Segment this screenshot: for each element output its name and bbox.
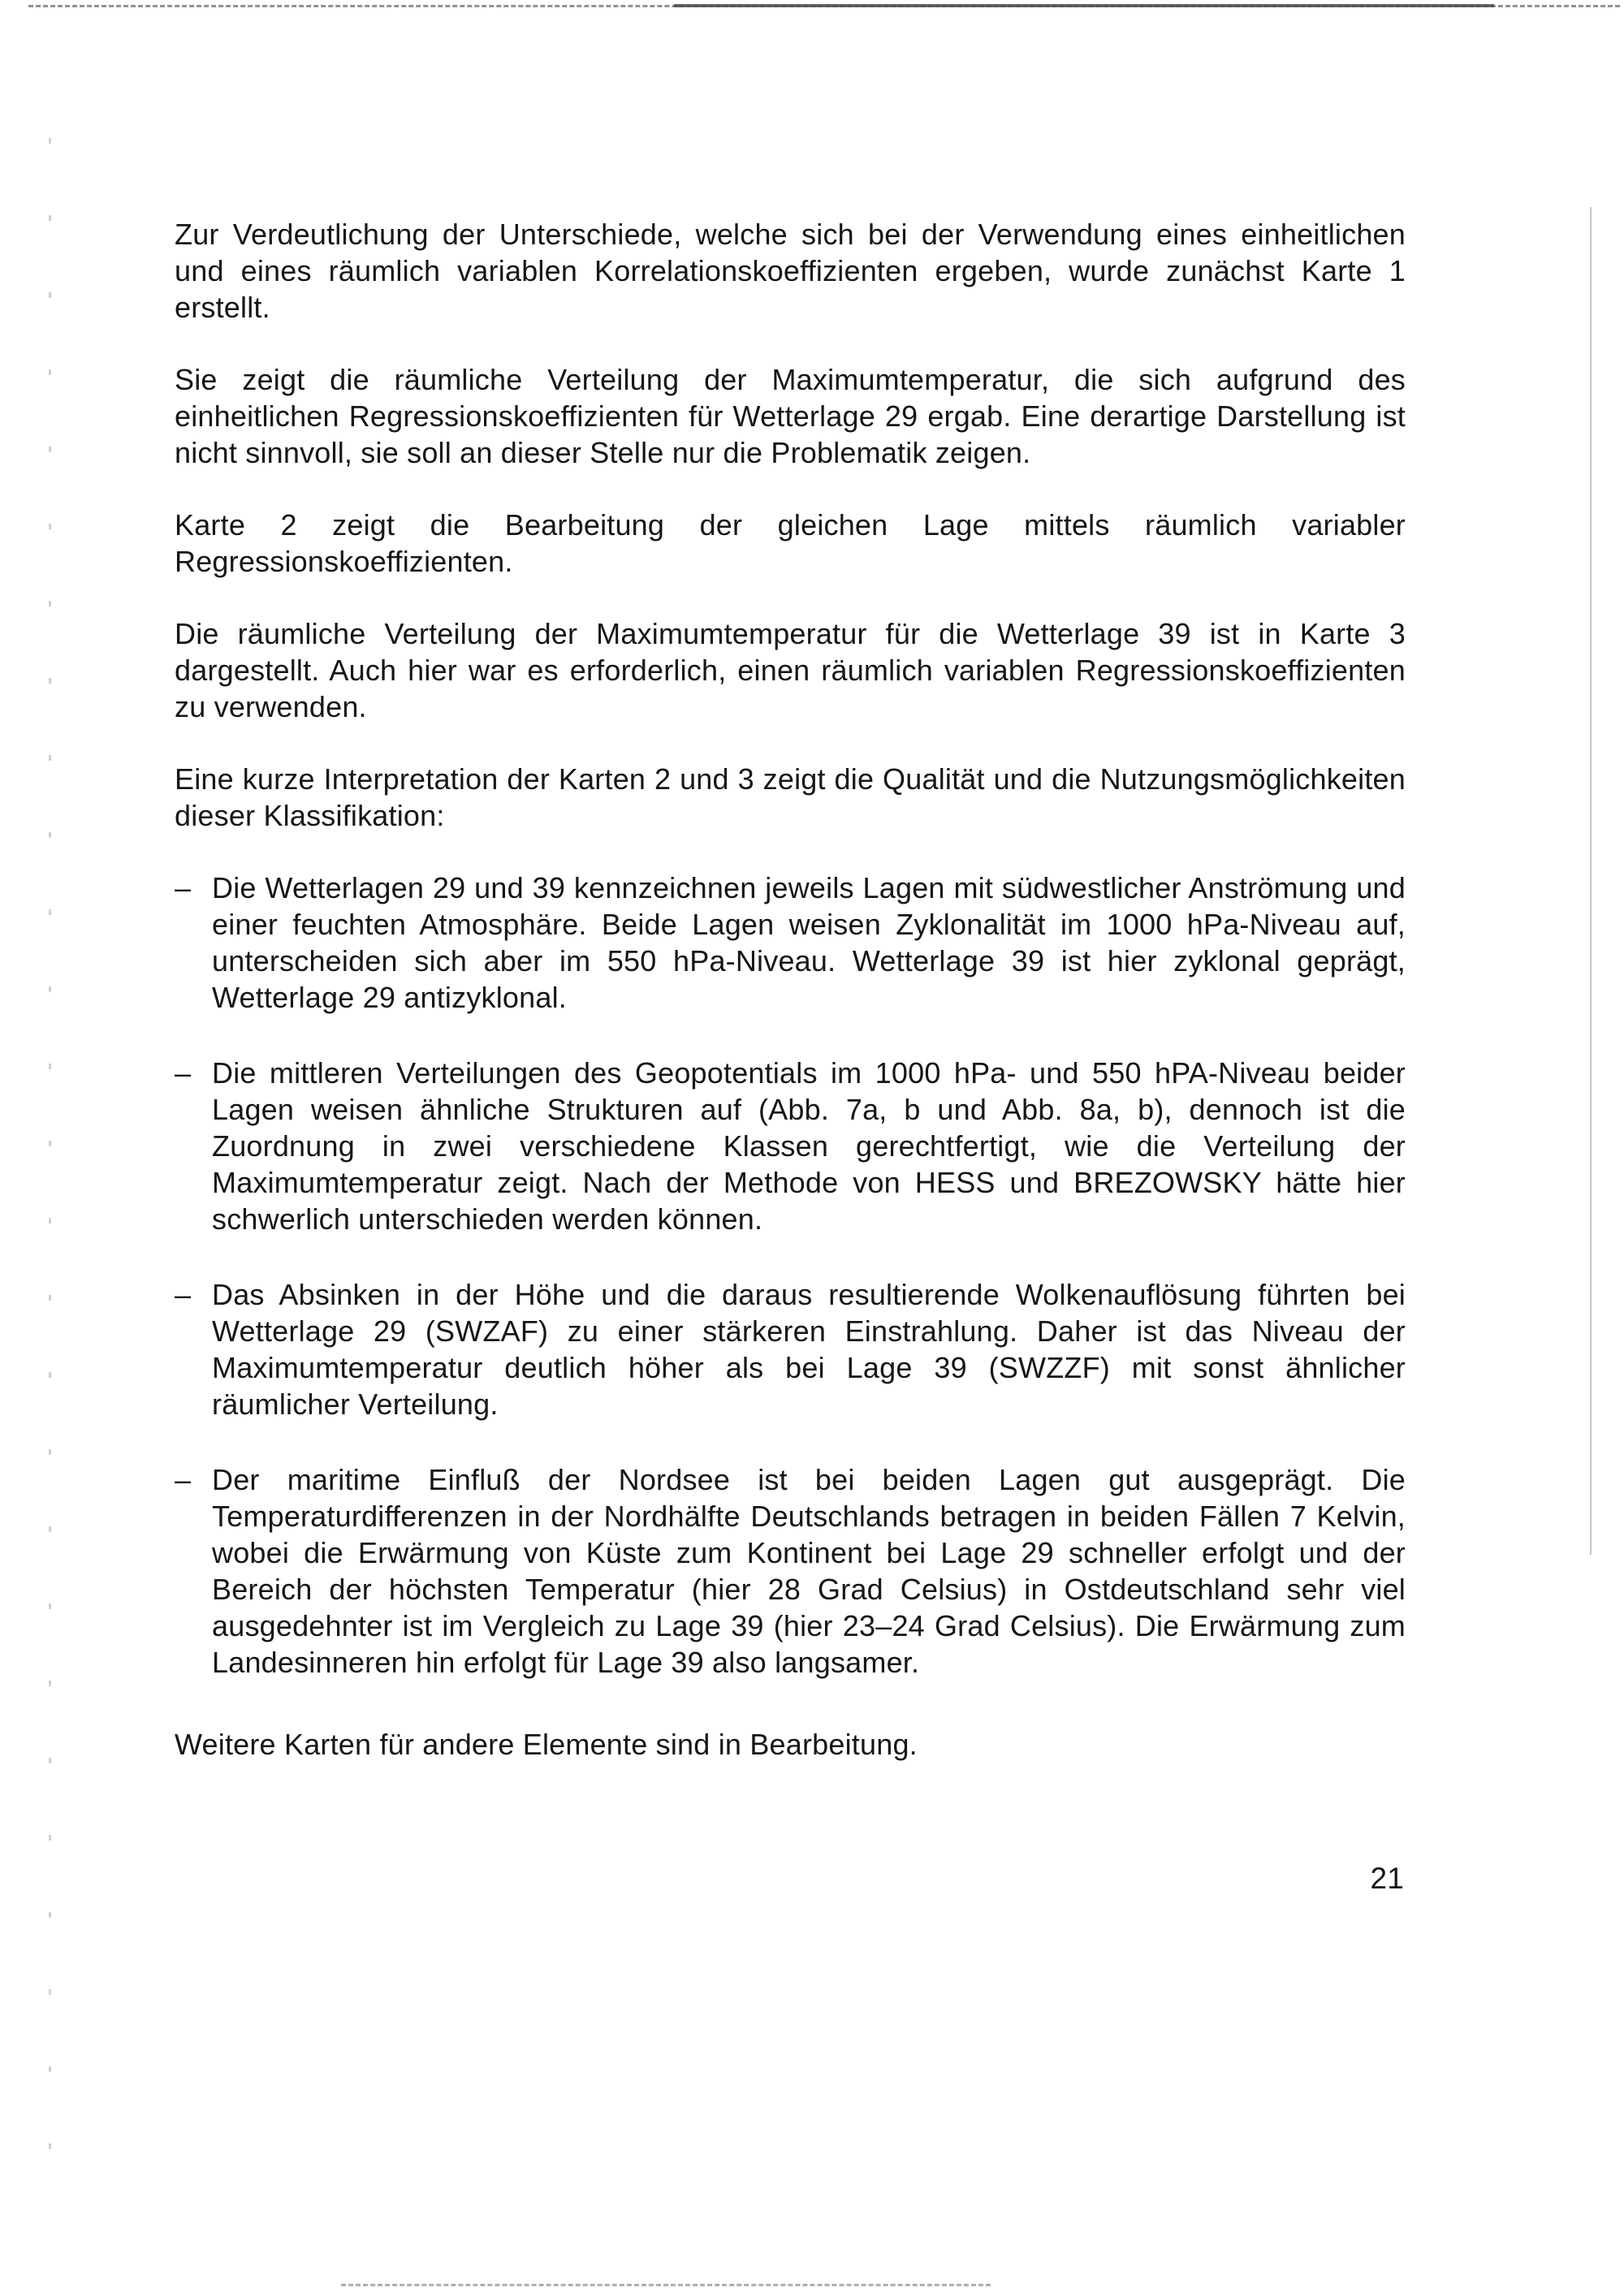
bullet-text: Die Wetterlagen 29 und 39 kennzeichnen jeweils Lagen mit südwestlicher Anströmung und einer feuchten Atmosphäre. Beide Lagen weisen Zyklonalität im 1000 hPa-Niveau auf, unterscheiden sich aber im 550 hPa-Niveau. Wetterlage 39 ist hier zyklonal geprägt, Wetterlage 29 antizyklonal. xyxy=(212,871,1406,1014)
list-item-4 xyxy=(175,1461,1406,1681)
closing-paragraph: Weitere Karten für andere Elemente sind in Bearbeitung. xyxy=(175,1728,918,1761)
scan-artifact-top-line xyxy=(674,4,1494,7)
bullet-text: Das Absinken in der Höhe und die daraus resultierende Wolkenauflösung führten bei Wetterlage 29 (SWZAF) zu einer stärkeren Einstrahlung. Daher ist das Niveau der Maximumtemperatur deutlich höher als bei Lage 39 (SWZZF) mit sonst ähnlicher räumlicher Verteilung. xyxy=(212,1278,1406,1421)
scan-artifact-right-edge-line xyxy=(1590,207,1592,1555)
scan-artifact-top-dashes xyxy=(28,5,1620,7)
paragraph-5-list-intro: Eine kurze Interpretation der Karten 2 und 3 zeigt die Qualität und die Nutzungsmöglichkeiten dieser Klassifikation: xyxy=(175,762,1406,832)
text-block xyxy=(175,216,1406,1897)
paragraph-4: Die räumliche Verteilung der Maximumtemperatur für die Wetterlage 39 ist in Karte 3 dargestellt. Auch hier war es erforderlich, einen räumlich variablen Regressionskoeffizienten zu verwenden. xyxy=(175,617,1406,723)
bullet-marker: – xyxy=(175,871,192,904)
paragraph-3: Karte 2 zeigt die Bearbeitung der gleichen Lage mittels räumlich variabler Regressionskoeffizienten. xyxy=(175,508,1406,578)
list-item-1 xyxy=(175,870,1406,1016)
list-item-2 xyxy=(175,1055,1406,1237)
bullet-marker: – xyxy=(175,1278,192,1311)
scan-artifact-bottom-dashes xyxy=(341,2284,991,2286)
paragraph-2: Sie zeigt die räumliche Verteilung der Maximumtemperatur, die sich aufgrund des einheitlichen Regressionskoeffizienten für Wetterlage 29 ergab. Eine derartige Darstellung ist nicht sinnvoll, sie soll an dieser Stelle nur die Problematik zeigen. xyxy=(175,363,1406,469)
page-number: 21 xyxy=(1370,1862,1404,1895)
list-item-3 xyxy=(175,1276,1406,1422)
bullet-text: Der maritime Einfluß der Nordsee ist bei beiden Lagen gut ausgeprägt. Die Temperaturdifferenzen in der Nordhälfte Deutschlands betragen in beiden Fällen 7 Kelvin, wobei die Erwärmung von Küste zum Kontinent bei Lage 29 schneller erfolgt und der Bereich der höchsten Temperatur (hier 28 Grad Celsius) in Ostdeutschland sehr viel ausgedehnter ist im Vergleich zu Lage 39 (hier 23–24 Grad Celsius). Die Erwärmung zum Landesinneren hin erfolgt für Lage 39 also langsamer. xyxy=(212,1463,1406,1679)
bullet-marker: – xyxy=(175,1463,192,1496)
paragraph-1: Zur Verdeutlichung der Unterschiede, welche sich bei der Verwendung eines einheitlichen und eines räumlich variablen Korrelationskoeffizienten ergeben, wurde zunächst Karte 1 erstellt. xyxy=(175,218,1406,324)
scan-artifact-left-margin-dots xyxy=(49,138,51,2151)
bullet-text: Die mittleren Verteilungen des Geopotentials im 1000 hPa- und 550 hPA-Niveau beider Lagen weisen ähnliche Strukturen auf (Abb. 7a, b und Abb. 8a, b), dennoch ist die Zuordnung in zwei verschiedene Klassen gerechtfertigt, wie die Verteilung der Maximumtemperatur zeigt. Nach der Methode von HESS und BREZOWSKY hätte hier schwerlich unterschieden werden können. xyxy=(212,1056,1406,1236)
bullet-marker: – xyxy=(175,1056,192,1090)
